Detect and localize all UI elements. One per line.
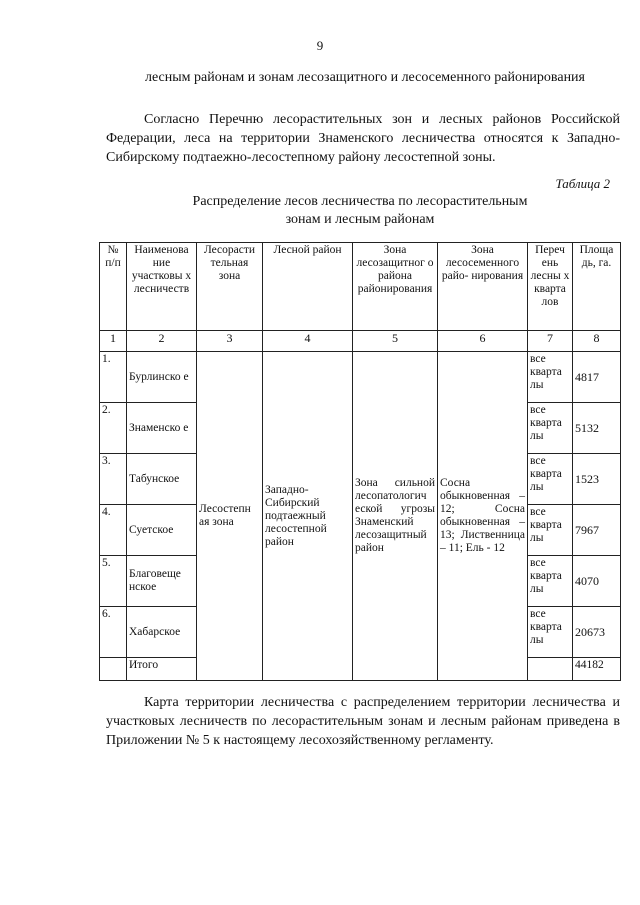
forestry-name: Табунское — [127, 454, 197, 505]
paragraph-2 — [106, 693, 620, 750]
quarters: все кварта лы — [528, 505, 573, 556]
quarters: все кварта лы — [528, 352, 573, 403]
area: 20673 — [573, 607, 621, 658]
paragraph-1 — [106, 110, 620, 167]
table-caption-line-1: Распределение лесов лесничества по лесорастительным — [192, 194, 528, 209]
header-cell: Зона лесосеменного райо- нирования — [438, 243, 528, 331]
header-cell: Переч ень лесны х кварта лов — [528, 243, 573, 331]
page-number: 9 — [316, 38, 324, 53]
area: 1523 — [573, 454, 621, 505]
column-number: 2 — [127, 331, 197, 352]
total-empty-cell — [528, 658, 573, 681]
vegetation-zone: Лесостепн ая зона — [197, 352, 263, 681]
column-number: 7 — [528, 331, 573, 352]
column-number: 4 — [263, 331, 353, 352]
header-cell: Лесной район — [263, 243, 353, 331]
total-empty-cell — [100, 658, 127, 681]
table-number: Таблица 2 — [555, 176, 610, 191]
quarters: все кварта лы — [528, 556, 573, 607]
column-number: 3 — [197, 331, 263, 352]
column-number: 8 — [573, 331, 621, 352]
distribution-table — [99, 242, 621, 681]
column-number: 1 — [100, 331, 127, 352]
seed-zone: Сосна обыкновенная – 12; Сосна обыкновенная – 13; Лиственница – 11; Ель - 12 — [438, 352, 528, 681]
forest-region: Западно-Сибирский подтаежный лесостепной район — [263, 352, 353, 681]
table-row — [100, 352, 621, 403]
protective-zone: Зона сильной лесопатологич еской угрозы Знаменский лесозащитный район — [353, 352, 438, 681]
row-number: 4. — [100, 505, 127, 556]
header-cell: Площа дь, га. — [573, 243, 621, 331]
forestry-name: Знаменско е — [127, 403, 197, 454]
forestry-name: Суетское — [127, 505, 197, 556]
total-area: 44182 — [573, 658, 621, 681]
table-caption — [150, 193, 570, 229]
header-cell: Наименова ние участковы х лесничеств — [127, 243, 197, 331]
column-number-row — [100, 331, 621, 352]
row-number: 1. — [100, 352, 127, 403]
forestry-name: Хабарское — [127, 607, 197, 658]
area: 4070 — [573, 556, 621, 607]
header-cell: Зона лесозащитног о района районирования — [353, 243, 438, 331]
forestry-name: Благовеще нское — [127, 556, 197, 607]
quarters: все кварта лы — [528, 403, 573, 454]
area: 4817 — [573, 352, 621, 403]
paragraph-1-text: Согласно Перечню лесорастительных зон и лесных районов Российской Федерации, леса на территории Знаменского лесничества относятся к Западно-Сибирскому подтаежно-лесостепному району лесостепной зоны. — [106, 112, 620, 165]
row-number: 5. — [100, 556, 127, 607]
row-number: 6. — [100, 607, 127, 658]
column-number: 6 — [438, 331, 528, 352]
quarters: все кварта лы — [528, 607, 573, 658]
row-number: 2. — [100, 403, 127, 454]
header-cell: № п/п — [100, 243, 127, 331]
quarters: все кварта лы — [528, 454, 573, 505]
paragraph-2-text: Карта территории лесничества с распределением территории лесничества и участковых лесничеств по лесорастительным зонам и лесным районам приведена в Приложении № 5 к настоящему лесохозяйственному регламенту. — [106, 695, 620, 748]
area: 7967 — [573, 505, 621, 556]
forestry-name: Бурлинско е — [127, 352, 197, 403]
table-caption-line-2: зонам и лесным районам — [285, 212, 435, 227]
header-cell: Лесорасти тельная зона — [197, 243, 263, 331]
header-row — [100, 243, 621, 331]
intro-line: лесным районам и зонам лесозащитного и лесосеменного районирования — [145, 70, 585, 85]
area: 5132 — [573, 403, 621, 454]
row-number: 3. — [100, 454, 127, 505]
column-number: 5 — [353, 331, 438, 352]
total-label: Итого — [127, 658, 197, 681]
